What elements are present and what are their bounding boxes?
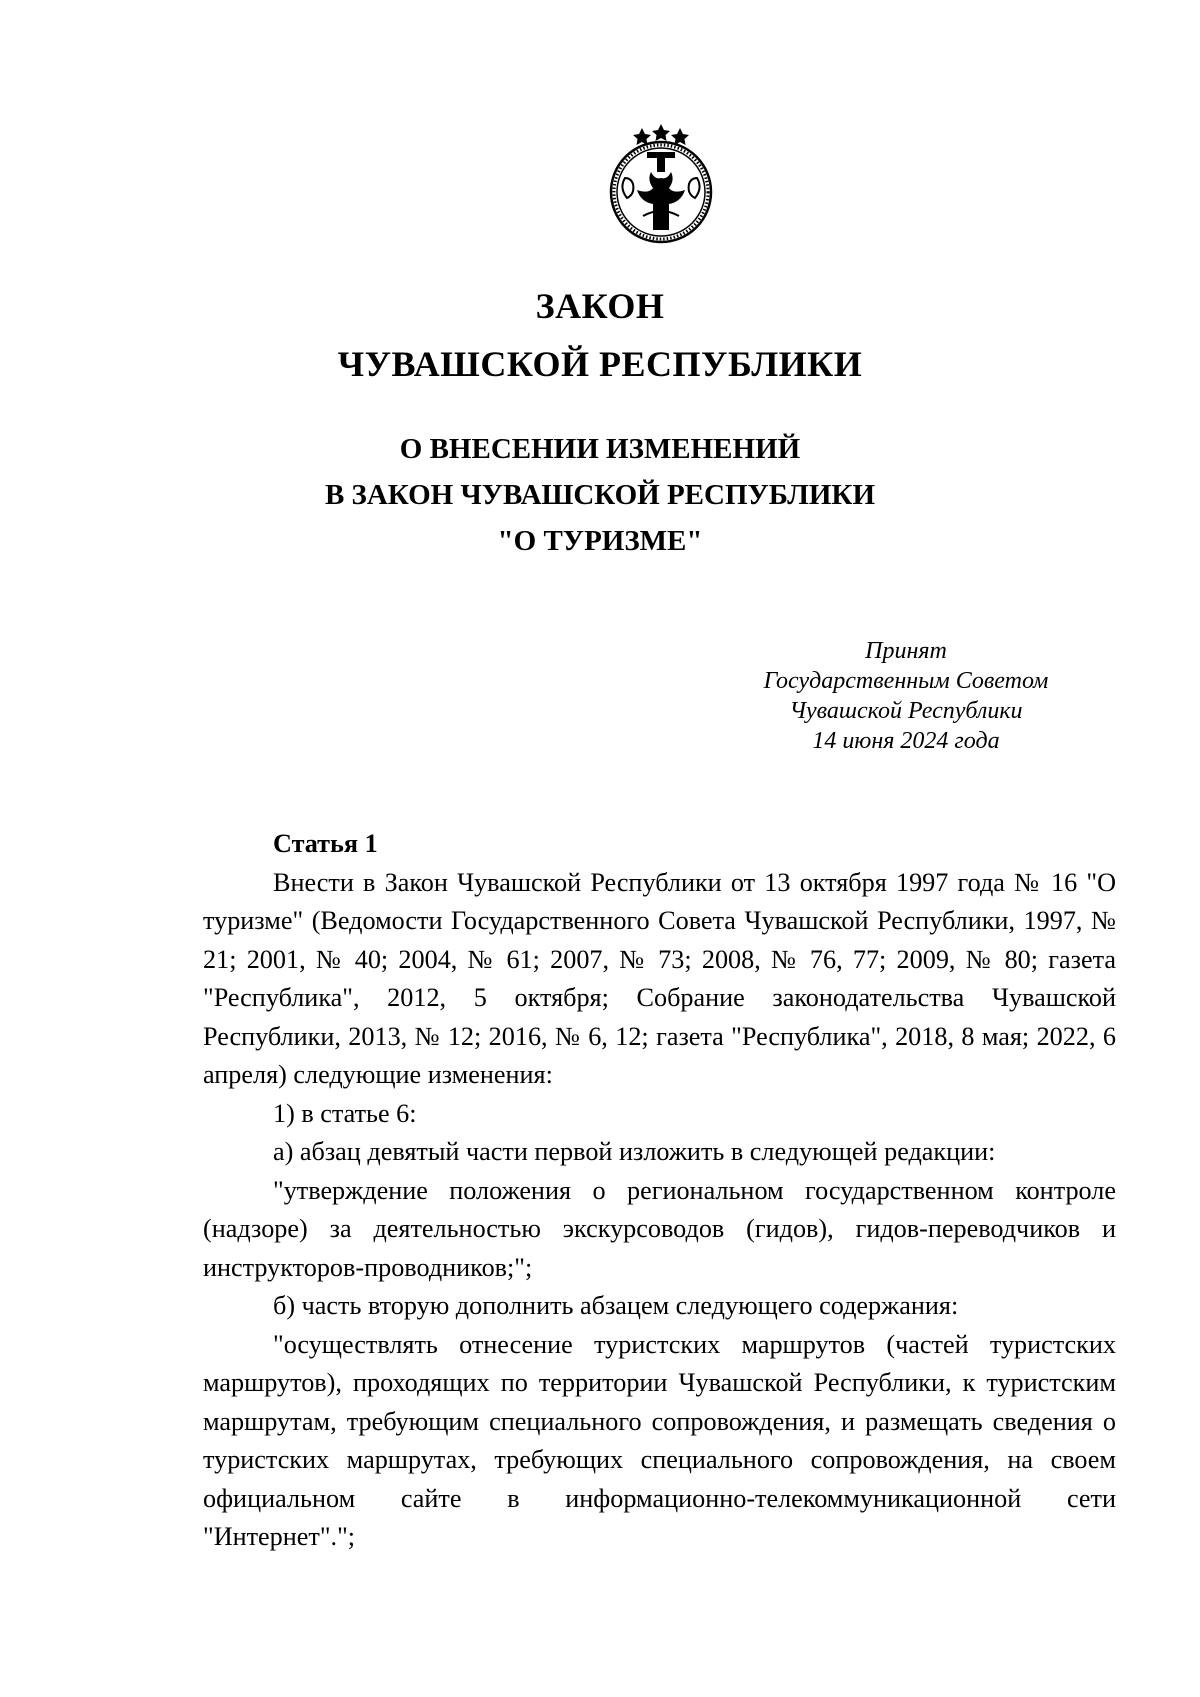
- law-subtitle-line3: "О ТУРИЗМЕ": [497, 525, 703, 557]
- adoption-line3: Чувашской Республики: [789, 698, 1023, 724]
- law-title-line1: ЗАКОН: [535, 286, 665, 326]
- article-paragraph: "осуществлять отнесение туристских маршрутов (частей туристских маршрутов), проходящих по территории Чувашской Республики, к туристским маршрутам, требующим специального сопровождения, и размещать сведения о туристских маршрутах, требующих специального сопровождения, на своем официальном сайте в информационно-телекоммуникационной сети "Интернет".";: [203, 1329, 1116, 1551]
- article-paragraph: Внести в Закон Чувашской Республики от 13 октября 1997 года № 16 "О туризме" (Ведомости Государственного Совета Чувашской Республики, 1997, № 21; 2001, № 40; 2004, № 61; 2007, № 73; 2008, № 76, 77; 2009, № 80; газета "Республика", 2012, 5 октября; Собрание законодательства Чувашской Республики, 2013, № 12; 2016, № 6, 12; газета "Республика", 2018, 8 мая; 2022, 6 апреля) следующие изменения:: [203, 867, 1116, 1089]
- adoption-note: [696, 636, 1116, 756]
- law-subtitle-line2: В ЗАКОН ЧУВАШСКОЙ РЕСПУБЛИКИ: [324, 479, 876, 511]
- adoption-line1: Принят: [865, 638, 947, 664]
- law-subtitle: [0, 426, 1200, 564]
- law-title-line2: ЧУВАШСКОЙ РЕСПУБЛИКИ: [337, 344, 863, 384]
- article-paragraph: 1) в статье 6:: [273, 1098, 417, 1128]
- chuvash-republic-emblem-icon: [597, 118, 725, 246]
- article-paragraph: "утверждение положения о региональном государственном контроле (надзоре) за деятельностью экскурсоводов (гидов), гидов-переводчиков и инструкторов-проводников;";: [203, 1175, 1116, 1282]
- law-subtitle-line1: О ВНЕСЕНИИ ИЗМЕНЕНИЙ: [399, 433, 801, 465]
- adoption-line2: Государственным Советом: [763, 668, 1049, 694]
- law-title: [0, 277, 1200, 393]
- article-paragraph: б) часть вторую дополнить абзацем следующего содержания:: [273, 1291, 959, 1320]
- adoption-date: 14 июня 2024 года: [812, 728, 1000, 754]
- article-heading: Статья 1: [273, 829, 378, 858]
- article-body: [203, 825, 1116, 1557]
- article-paragraph: а) абзац девятый части первой изложить в следующей редакции:: [273, 1137, 996, 1166]
